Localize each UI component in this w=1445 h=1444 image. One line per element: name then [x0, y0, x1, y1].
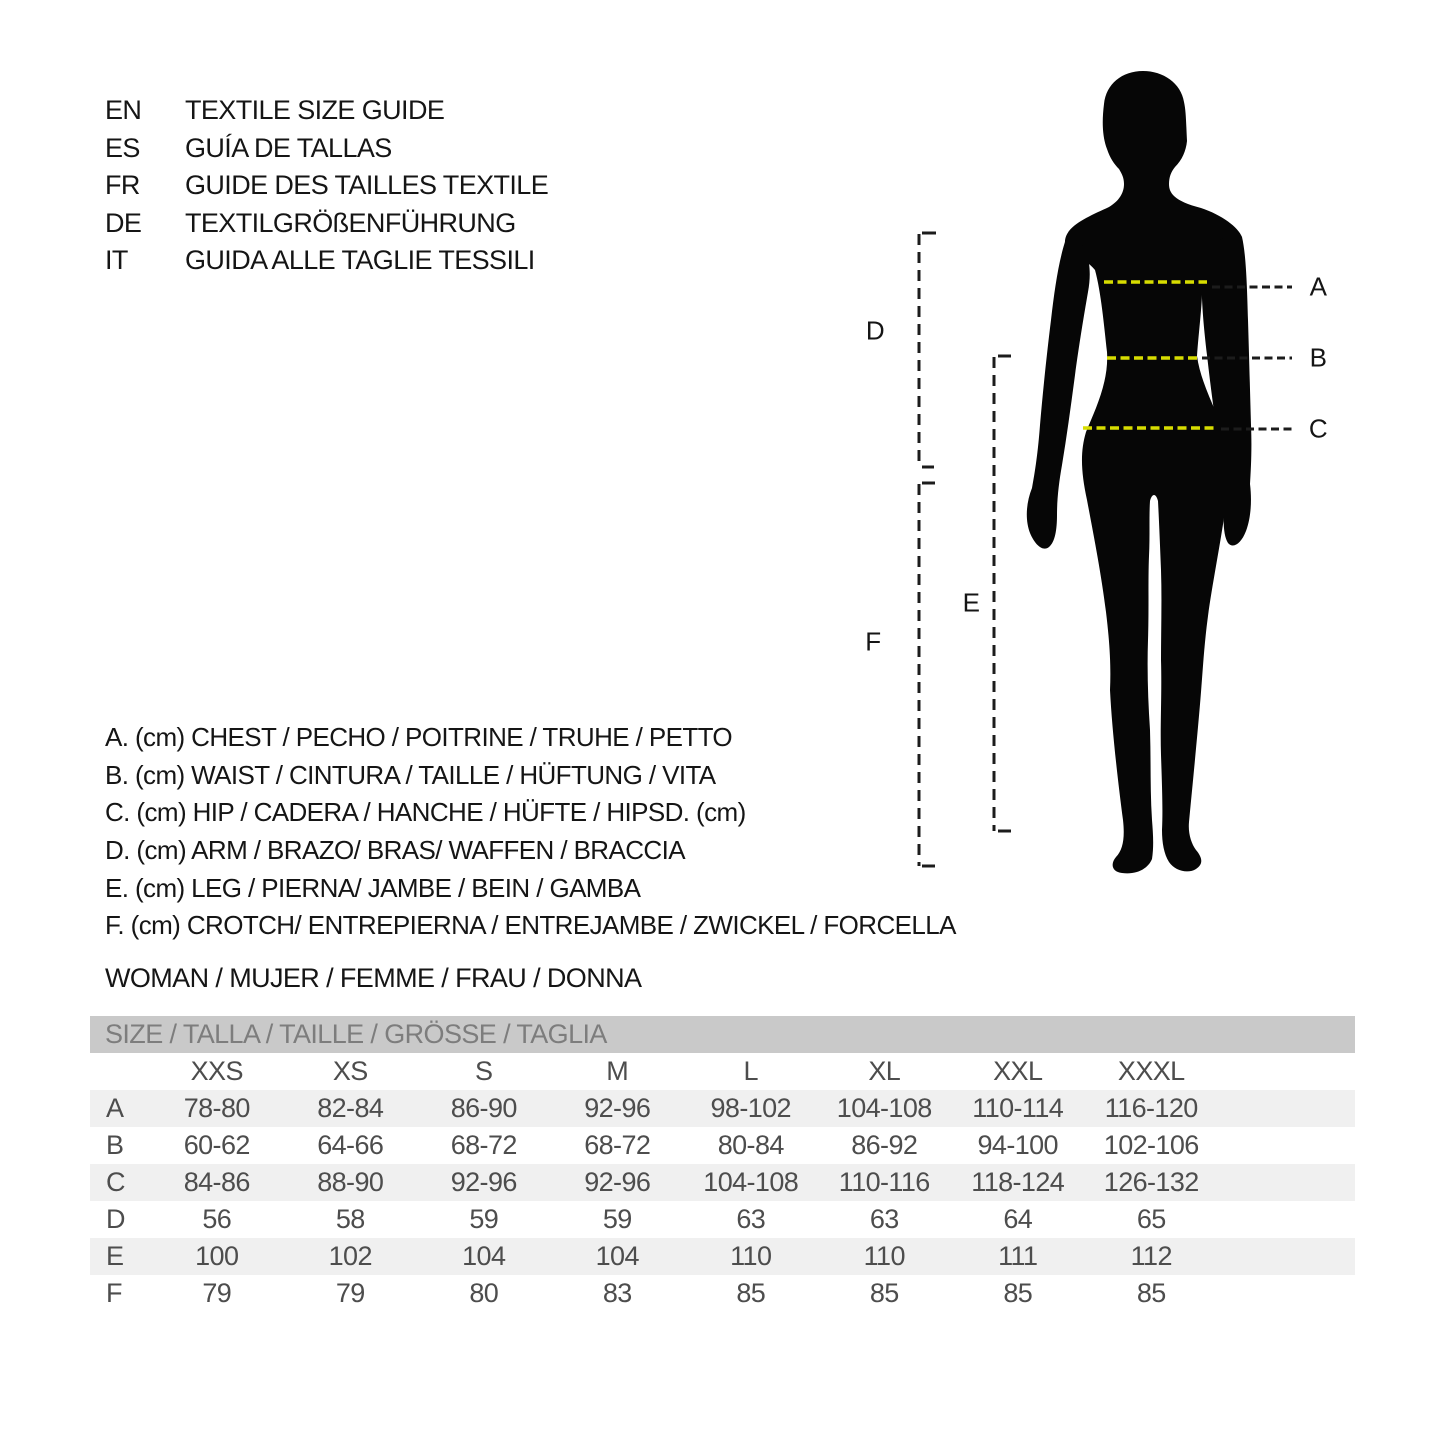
size-column-header: M: [606, 1056, 629, 1086]
measurement-value: 110-114: [972, 1093, 1064, 1123]
language-row: [105, 130, 548, 168]
guide-title: GUIDA ALLE TAGLIE TESSILI: [185, 245, 535, 276]
measurement-value: 92-96: [584, 1093, 651, 1123]
legend-line-arm: D. (cm) ARM / BRAZO/ BRAS/ WAFFEN / BRACCIA: [105, 835, 685, 866]
measurement-value: 85: [869, 1278, 899, 1308]
size-table-body: [90, 1090, 1355, 1312]
silhouette-left-arm: [1027, 231, 1090, 549]
language-code: IT: [105, 245, 128, 276]
row-label: D: [106, 1204, 125, 1234]
measurement-value: 110: [730, 1241, 772, 1271]
language-title-list: [105, 92, 548, 280]
guide-title: GUIDE DES TAILLES TEXTILE: [185, 170, 549, 201]
legend-line-chest: A. (cm) CHEST / PECHO / POITRINE / TRUHE / PETTO: [105, 722, 733, 753]
gender-heading: WOMAN / MUJER / FEMME / FRAU / DONNA: [105, 963, 642, 993]
measurement-value: 104: [462, 1241, 506, 1271]
measurement-value: 60-62: [183, 1130, 250, 1160]
crotch-label: F: [865, 626, 881, 657]
measurement-value: 111: [998, 1241, 1038, 1271]
table-row-c: [90, 1164, 1355, 1201]
table-row-b: [90, 1127, 1355, 1164]
size-column-header: XXS: [190, 1056, 243, 1086]
measurement-value: 59: [469, 1204, 499, 1234]
measurement-value: 126-132: [1103, 1167, 1199, 1197]
measurement-value: 86-90: [450, 1093, 517, 1123]
measurement-value: 78-80: [183, 1093, 250, 1123]
measurement-value: 86-92: [851, 1130, 918, 1160]
measurement-value: 104-108: [703, 1167, 799, 1197]
legend-line-waist: B. (cm) WAIST / CINTURA / TAILLE / HÜFTUNG / VITA: [105, 759, 716, 790]
measurement-value: 80: [469, 1278, 499, 1308]
measurement-value: 79: [202, 1278, 232, 1308]
table-row-a: [90, 1090, 1355, 1127]
measurement-value: 82-84: [317, 1093, 384, 1123]
measurement-value: 100: [195, 1241, 239, 1271]
row-label: A: [106, 1093, 124, 1123]
language-code: EN: [105, 95, 142, 126]
guide-title: TEXTILE SIZE GUIDE: [185, 95, 445, 126]
measurement-value: 83: [602, 1278, 632, 1308]
row-label: E: [106, 1241, 124, 1271]
size-column-header: S: [475, 1056, 493, 1086]
table-row-e: [90, 1238, 1355, 1275]
size-column-header: XXL: [993, 1056, 1043, 1086]
measurement-value: 110-116: [838, 1167, 930, 1197]
size-column-header: XS: [332, 1056, 368, 1086]
legend-line-crotch: F. (cm) CROTCH/ ENTREPIERNA / ENTREJAMBE / ZWICKEL / FORCELLA: [105, 910, 956, 941]
measurement-value: 92-96: [584, 1167, 651, 1197]
measurement-value: 63: [736, 1204, 766, 1234]
measurement-value: 110: [863, 1241, 905, 1271]
arm-label: D: [865, 315, 885, 346]
measurement-value: 68-72: [450, 1130, 517, 1160]
legend-line-hip: C. (cm) HIP / CADERA / HANCHE / HÜFTE / HIPSD. (cm): [105, 797, 746, 828]
measurement-value: 84-86: [183, 1167, 250, 1197]
language-row: [105, 92, 548, 130]
language-row: [105, 205, 548, 243]
table-sizes-row: [90, 1053, 1355, 1090]
measurement-value: 118-124: [971, 1167, 1065, 1197]
measurement-value: 65: [1136, 1204, 1166, 1234]
chest-label: A: [1309, 271, 1327, 302]
measurement-value: 56: [202, 1204, 232, 1234]
size-table-header-bar: SIZE / TALLA / TAILLE / GRÖSSE / TAGLIA: [90, 1016, 1355, 1053]
waist-label: B: [1309, 342, 1327, 373]
measurement-value: 88-90: [317, 1167, 384, 1197]
guide-title: GUÍA DE TALLAS: [185, 132, 392, 163]
row-label: B: [106, 1130, 124, 1160]
measurement-value: 79: [335, 1278, 365, 1308]
measurement-value: 85: [1136, 1278, 1166, 1308]
measurement-value: 94-100: [977, 1130, 1058, 1160]
language-row: [105, 167, 548, 205]
size-column-header: XXXL: [1117, 1056, 1185, 1086]
language-row: [105, 242, 548, 280]
measurement-value: 59: [602, 1204, 632, 1234]
size-column-header: L: [743, 1056, 758, 1086]
measurement-value: 64: [1003, 1204, 1033, 1234]
language-code: ES: [105, 132, 140, 163]
table-row-f: [90, 1275, 1355, 1312]
measurement-value: 102-106: [1103, 1130, 1199, 1160]
measurement-value: 63: [869, 1204, 899, 1234]
leg-label: E: [962, 587, 980, 618]
measurement-value: 104: [595, 1241, 639, 1271]
language-code: FR: [105, 170, 140, 201]
measurement-value: 85: [1003, 1278, 1033, 1308]
hip-label: C: [1308, 413, 1328, 444]
measurement-value: 92-96: [450, 1167, 517, 1197]
silhouette-body: [1065, 71, 1242, 873]
measurement-value: 116-120: [1104, 1093, 1198, 1123]
measurement-value: 102: [328, 1241, 372, 1271]
measurement-value: 98-102: [710, 1093, 791, 1123]
table-row-d: [90, 1201, 1355, 1238]
measurement-value: 80-84: [717, 1130, 784, 1160]
guide-title: TEXTILGRÖßENFÜHRUNG: [185, 207, 516, 238]
measurement-value: 58: [335, 1204, 365, 1234]
measurement-value: 104-108: [836, 1093, 932, 1123]
row-label: C: [106, 1167, 125, 1197]
measurement-value: 64-66: [317, 1130, 384, 1160]
size-table: [90, 1016, 1355, 1312]
measurement-legend: [105, 719, 956, 945]
measurement-value: 112: [1130, 1241, 1172, 1271]
legend-line-leg: E. (cm) LEG / PIERNA/ JAMBE / BEIN / GAMBA: [105, 872, 641, 903]
language-code: DE: [105, 207, 142, 238]
measurement-value: 68-72: [584, 1130, 651, 1160]
size-column-header: XL: [868, 1056, 901, 1086]
row-label: F: [106, 1278, 122, 1308]
measurement-value: 85: [736, 1278, 766, 1308]
